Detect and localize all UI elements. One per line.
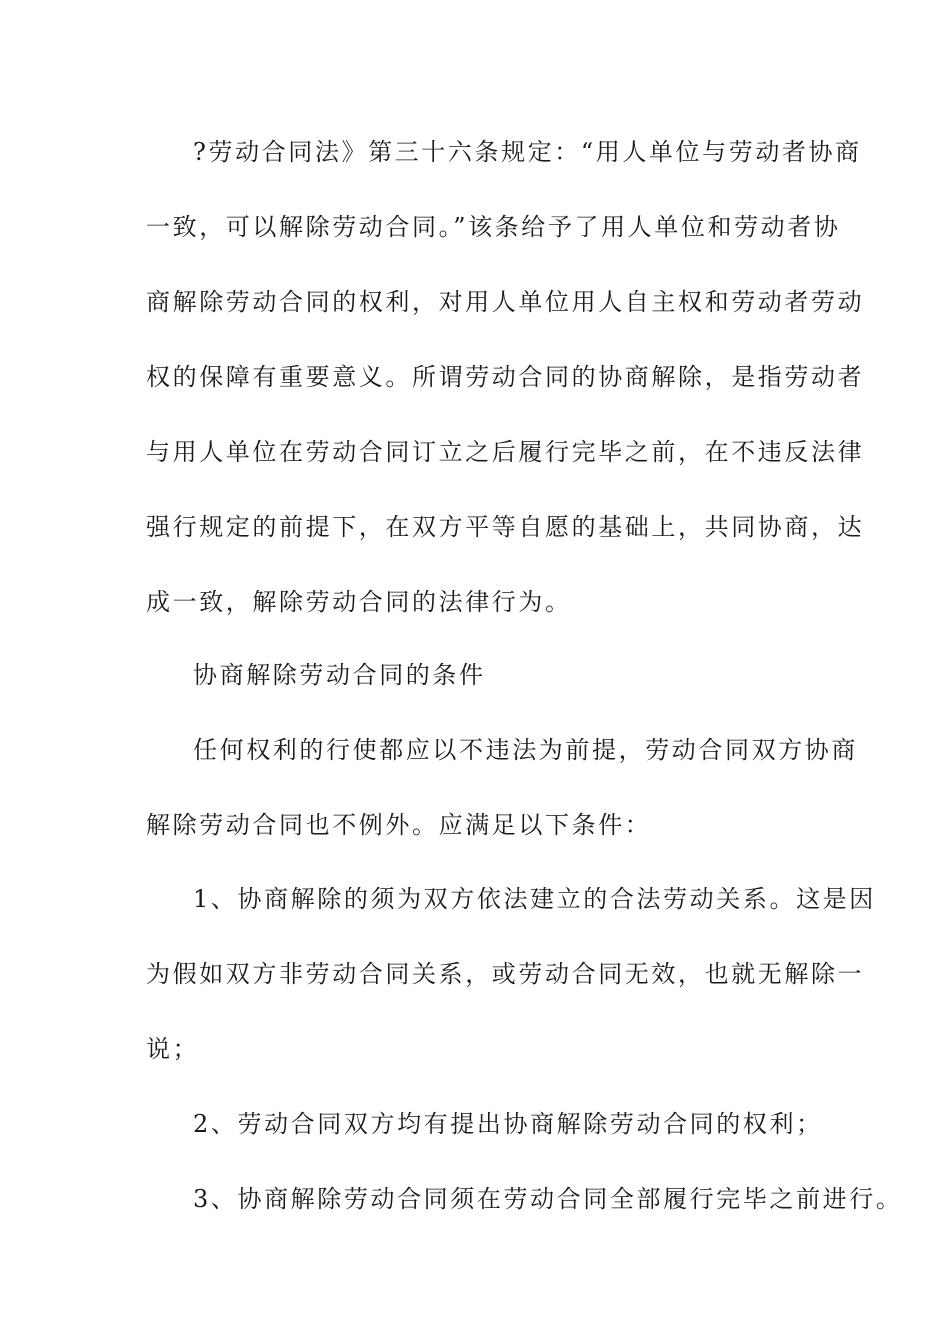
text-line: 任何权利的行使都应以不违法为前提，劳动合同双方协商 (193, 736, 858, 764)
text-line: 一致，可以解除劳动合同。”该条给予了用人单位和劳动者协 (146, 213, 841, 241)
text-line: 与用人单位在劳动合同订立之后履行完毕之前，在不违反法律 (146, 438, 865, 466)
text-line: 为假如双方非劳动合同关系，或劳动合同无效，也就无解除一 (146, 960, 865, 988)
section-heading: 协商解除劳动合同的条件 (193, 661, 486, 689)
text-line: 说； (146, 1035, 200, 1063)
text-line: 权的保障有重要意义。所谓劳动合同的协商解除，是指劳动者 (146, 363, 865, 391)
text-line: 成一致，解除劳动合同的法律行为。 (146, 588, 572, 616)
list-item-3: 3、协商解除劳动合同须在劳动合同全部履行完毕之前进行。 (193, 1185, 903, 1213)
text-line: 1、协商解除的须为双方依法建立的合法劳动关系。这是因 (193, 885, 876, 913)
text-line: ?劳动合同法》第三十六条规定：“用人单位与劳动者协商 (193, 138, 862, 166)
text-line: 商解除劳动合同的权利，对用人单位用人自主权和劳动者劳动 (146, 288, 865, 316)
text-line: 强行规定的前提下，在双方平等自愿的基础上，共同协商，达 (146, 513, 865, 541)
list-item-2: 2、劳动合同双方均有提出协商解除劳动合同的权利； (193, 1110, 823, 1138)
text-line: 解除劳动合同也不例外。应满足以下条件： (146, 811, 652, 839)
